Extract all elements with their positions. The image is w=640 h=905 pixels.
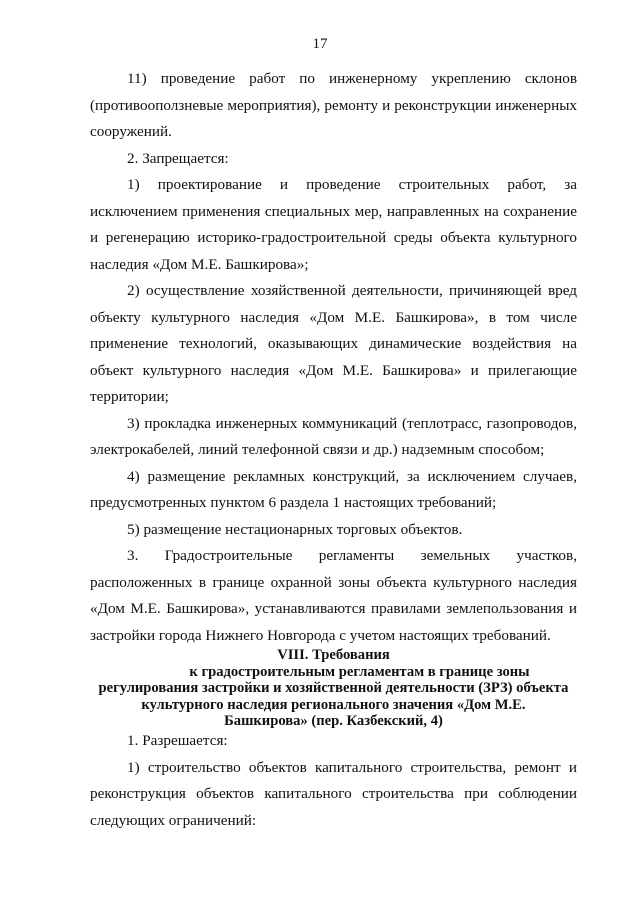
section-heading-line: регулирования застройки и хозяйственной деятельности (ЗРЗ) объекта bbox=[98, 680, 569, 696]
page-number: 17 bbox=[312, 36, 328, 52]
section-heading-line: культурного наследия регионального значения «Дом М.Е. bbox=[141, 696, 526, 713]
section-heading-line: к градостроительным регламентам в границе зоны bbox=[189, 663, 530, 680]
paragraph-prohibited-5: 5) размещение нестационарных торговых объектов. bbox=[127, 520, 463, 538]
section-body bbox=[90, 728, 577, 834]
section-heading-line: VIII. Требования bbox=[277, 647, 390, 663]
paragraph-permitted-heading: 1. Разрешается: bbox=[127, 732, 228, 749]
paragraph-prohibited-heading: 2. Запрещается: bbox=[127, 149, 229, 167]
paragraph-prohibited-1: 1) проектирование и проведение строительных работ, за исключением применения специальных мер, направленных на сохранение и регенерацию историко-градостроительной среды объекта культурного наследия «Дом М.Е. Башкирова»; bbox=[90, 176, 577, 273]
paragraph-permitted-1: 1) строительство объектов капитального строительства, ремонт и реконструкция объектов капитального строительства при соблюдении следующих ограничений: bbox=[90, 758, 577, 829]
section-heading-line: Башкирова» (пер. Казбекский, 4) bbox=[224, 713, 443, 729]
paragraph-regulations-3: 3. Градостроительные регламенты земельных участков, расположенных в границе охранной зоны объекта культурного наследия «Дом М.Е. Башкирова», устанавливаются правилами землепользования и застройки города Нижнего Новгорода с учетом настоящих требований. bbox=[90, 547, 577, 644]
document-body bbox=[90, 66, 577, 649]
paragraph-prohibited-4: 4) размещение рекламных конструкций, за исключением случаев, предусмотренных пунктом 6 раздела 1 настоящих требований; bbox=[90, 467, 577, 511]
paragraph-item-11: 11) проведение работ по инженерному укреплению склонов (противооползневые мероприятия), ремонту и реконструкции инженерных сооружений. bbox=[90, 70, 577, 140]
paragraph-prohibited-2: 2) осуществление хозяйственной деятельности, причиняющей вред объекту культурного наследия «Дом М.Е. Башкирова», в том числе применение технологий, оказывающих динамические воздействия на объект культурного наследия «Дом М.Е. Башкирова» и прилегающие территории; bbox=[90, 282, 577, 405]
section-heading bbox=[90, 647, 577, 730]
paragraph-prohibited-3: 3) прокладка инженерных коммуникаций (теплотрасс, газопроводов, электрокабелей, линий телефонной связи и др.) надземным способом; bbox=[90, 414, 577, 458]
